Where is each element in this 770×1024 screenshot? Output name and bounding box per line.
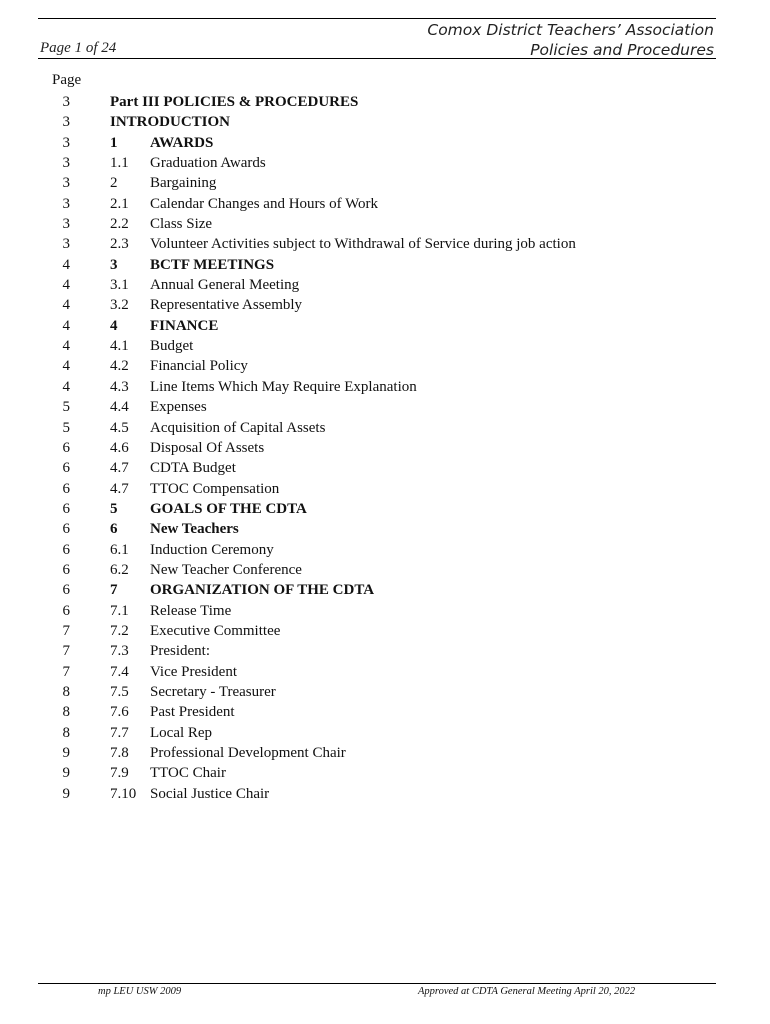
toc-entry[interactable] bbox=[0, 92, 770, 112]
toc-page-number: 6 bbox=[62, 561, 70, 578]
toc-page-number: 3 bbox=[62, 216, 70, 233]
toc-entry[interactable] bbox=[0, 316, 770, 336]
toc-section-number: 7.7 bbox=[110, 724, 129, 741]
toc-page-number: 4 bbox=[62, 297, 70, 314]
toc-section-title: Acquisition of Capital Assets bbox=[150, 419, 326, 436]
table-of-contents bbox=[0, 92, 770, 804]
page-indicator: Page 1 of 24 bbox=[40, 40, 117, 56]
toc-section-number: 4.4 bbox=[110, 399, 129, 416]
toc-section-title: Secretary - Treasurer bbox=[150, 683, 276, 700]
toc-page-number: 6 bbox=[62, 439, 70, 456]
toc-section-number: 4.7 bbox=[110, 460, 129, 477]
toc-section-title: AWARDS bbox=[150, 134, 214, 151]
toc-page-number: 6 bbox=[62, 521, 70, 538]
toc-entry[interactable] bbox=[0, 682, 770, 702]
toc-page-number: 4 bbox=[62, 358, 70, 375]
toc-section-title: FINANCE bbox=[150, 317, 219, 334]
toc-section-number: 7.4 bbox=[110, 663, 129, 680]
toc-section-number: 7.9 bbox=[110, 765, 129, 782]
toc-section-title: New Teachers bbox=[150, 521, 239, 538]
toc-entry[interactable] bbox=[0, 641, 770, 661]
toc-entry[interactable] bbox=[0, 702, 770, 722]
toc-entry[interactable] bbox=[0, 621, 770, 641]
toc-section-title: Annual General Meeting bbox=[150, 277, 300, 294]
toc-section-title: BCTF MEETINGS bbox=[150, 256, 275, 273]
org-name: Comox District Teachers’ Association bbox=[427, 21, 714, 39]
toc-section-title: Class Size bbox=[150, 216, 213, 233]
toc-section-number: 7.5 bbox=[110, 683, 129, 700]
toc-entry[interactable] bbox=[0, 356, 770, 376]
toc-section-title: Graduation Awards bbox=[150, 155, 266, 172]
toc-entry[interactable] bbox=[0, 418, 770, 438]
toc-page-number: 9 bbox=[62, 785, 70, 802]
toc-section-title: ORGANIZATION OF THE CDTA bbox=[150, 582, 375, 599]
toc-section-number: 2.1 bbox=[110, 195, 129, 212]
toc-section-number: 2 bbox=[110, 175, 118, 192]
toc-section-title: Budget bbox=[150, 338, 194, 355]
toc-section-title: Local Rep bbox=[150, 724, 213, 741]
toc-section-title: Financial Policy bbox=[150, 358, 248, 375]
toc-page-number: 7 bbox=[62, 643, 70, 660]
toc-entry[interactable] bbox=[0, 601, 770, 621]
toc-section-number: 7.3 bbox=[110, 643, 129, 660]
toc-page-number: 9 bbox=[62, 745, 70, 761]
toc-page-number: 8 bbox=[62, 724, 70, 741]
toc-page-number: 3 bbox=[62, 114, 70, 131]
toc-section-title: Volunteer Activities subject to Withdrawal of Service during job action bbox=[150, 236, 576, 253]
toc-entry[interactable] bbox=[0, 580, 770, 600]
toc-section-number: 3.1 bbox=[110, 277, 129, 294]
toc-entry[interactable] bbox=[0, 438, 770, 458]
toc-entry[interactable] bbox=[0, 112, 770, 132]
toc-section-number: 7.8 bbox=[110, 745, 129, 761]
toc-section-number: 5 bbox=[110, 500, 118, 517]
toc-page-number: 6 bbox=[62, 541, 70, 558]
toc-section-title: Release Time bbox=[150, 602, 232, 619]
toc-section-title: Bargaining bbox=[150, 175, 217, 192]
footer-rule bbox=[38, 983, 716, 984]
toc-page-number: 3 bbox=[62, 195, 70, 212]
toc-section-number: 3 bbox=[110, 256, 118, 273]
toc-section-title: INTRODUCTION bbox=[110, 114, 231, 131]
toc-entry[interactable] bbox=[0, 275, 770, 295]
toc-section-number: 2.2 bbox=[110, 216, 129, 233]
toc-entry[interactable] bbox=[0, 377, 770, 397]
toc-entry[interactable] bbox=[0, 397, 770, 417]
toc-section-title: Past President bbox=[150, 704, 235, 721]
toc-entry[interactable] bbox=[0, 499, 770, 519]
toc-section-title: Representative Assembly bbox=[150, 297, 303, 314]
toc-page-number: 6 bbox=[62, 480, 70, 497]
toc-entry[interactable] bbox=[0, 784, 770, 804]
toc-entry[interactable] bbox=[0, 540, 770, 560]
toc-entry[interactable] bbox=[0, 560, 770, 580]
toc-page-number: 5 bbox=[62, 399, 70, 416]
toc-section-number: 2.3 bbox=[110, 236, 129, 253]
toc-page-number: 4 bbox=[62, 338, 70, 355]
header-top-rule bbox=[38, 18, 716, 19]
toc-section-number: 4 bbox=[110, 317, 118, 334]
toc-section-number: 7.2 bbox=[110, 622, 129, 639]
toc-section-number: 4.3 bbox=[110, 378, 129, 395]
toc-entry[interactable] bbox=[0, 662, 770, 682]
toc-page-number: 7 bbox=[62, 663, 70, 680]
document-header bbox=[427, 20, 714, 60]
toc-section-number: 4.7 bbox=[110, 480, 129, 497]
toc-section-number: 3.2 bbox=[110, 297, 129, 314]
toc-page-number: 6 bbox=[62, 602, 70, 619]
toc-page-number: 8 bbox=[62, 683, 70, 700]
toc-page-number: 3 bbox=[62, 236, 70, 253]
toc-section-number: 6.2 bbox=[110, 561, 129, 578]
toc-page-number: 5 bbox=[62, 419, 70, 436]
toc-entry[interactable] bbox=[0, 295, 770, 315]
toc-section-number: 6 bbox=[110, 521, 118, 538]
toc-section-number: 7.1 bbox=[110, 602, 129, 619]
toc-page-number: 3 bbox=[62, 155, 70, 172]
toc-entry[interactable] bbox=[0, 336, 770, 356]
toc-section-title: GOALS OF THE CDTA bbox=[150, 500, 307, 517]
toc-section-title: Executive Committee bbox=[150, 622, 281, 639]
toc-page-number: 3 bbox=[62, 175, 70, 192]
toc-page-number: 4 bbox=[62, 317, 70, 334]
toc-page-number: 9 bbox=[62, 765, 70, 782]
toc-entry[interactable] bbox=[0, 255, 770, 275]
toc-section-title: CDTA Budget bbox=[150, 460, 236, 477]
toc-section-number: 7 bbox=[110, 582, 118, 599]
toc-entry[interactable] bbox=[0, 153, 770, 173]
toc-page-number: 4 bbox=[62, 277, 70, 294]
toc-section-number: 7.6 bbox=[110, 704, 129, 721]
toc-entry[interactable] bbox=[0, 133, 770, 153]
toc-section-title: President: bbox=[150, 643, 210, 660]
toc-section-number: 1 bbox=[110, 134, 118, 151]
toc-section-title: TTOC Compensation bbox=[150, 480, 280, 497]
toc-page-number: 4 bbox=[62, 378, 70, 395]
toc-page-number: 3 bbox=[62, 94, 70, 110]
toc-page-number: 4 bbox=[62, 256, 70, 273]
header-bottom-rule bbox=[38, 58, 716, 59]
toc-section-number: 7.10 bbox=[110, 785, 137, 802]
doc-title: Policies and Procedures bbox=[530, 41, 714, 59]
toc-section-title: Calendar Changes and Hours of Work bbox=[150, 195, 379, 212]
page-column-label: Page bbox=[52, 72, 82, 88]
footer-left: mp LEU USW 2009 bbox=[98, 986, 182, 997]
toc-section-title: Part III POLICIES & PROCEDURES bbox=[110, 94, 359, 110]
toc-page-number: 6 bbox=[62, 500, 70, 517]
toc-page-number: 3 bbox=[62, 134, 70, 151]
toc-entry[interactable] bbox=[0, 214, 770, 234]
toc-entry[interactable] bbox=[0, 519, 770, 539]
toc-section-title: Vice President bbox=[150, 663, 237, 680]
toc-section-number: 6.1 bbox=[110, 541, 129, 558]
toc-section-title: Social Justice Chair bbox=[150, 785, 270, 802]
toc-section-number: 4.1 bbox=[110, 338, 129, 355]
toc-section-title: Expenses bbox=[150, 399, 207, 416]
toc-section-number: 1.1 bbox=[110, 155, 129, 172]
toc-section-number: 4.6 bbox=[110, 439, 129, 456]
toc-entry[interactable] bbox=[0, 743, 770, 763]
toc-page-number: 8 bbox=[62, 704, 70, 721]
toc-section-title: Induction Ceremony bbox=[150, 541, 274, 558]
toc-section-title: New Teacher Conference bbox=[150, 561, 302, 578]
toc-page-number: 6 bbox=[62, 460, 70, 477]
toc-section-title: Disposal Of Assets bbox=[150, 439, 265, 456]
toc-entry[interactable] bbox=[0, 458, 770, 478]
toc-section-number: 4.2 bbox=[110, 358, 129, 375]
toc-entry[interactable] bbox=[0, 763, 770, 783]
toc-entry[interactable] bbox=[0, 479, 770, 499]
toc-section-title: Line Items Which May Require Explanation bbox=[150, 378, 417, 395]
toc-entry[interactable] bbox=[0, 173, 770, 193]
toc-entry[interactable] bbox=[0, 234, 770, 254]
toc-section-number: 4.5 bbox=[110, 419, 129, 436]
toc-page-number: 6 bbox=[62, 582, 70, 599]
toc-page-number: 7 bbox=[62, 622, 70, 639]
toc-entry[interactable] bbox=[0, 194, 770, 214]
footer-right: Approved at CDTA General Meeting April 20, 2022 bbox=[418, 986, 636, 997]
toc-section-title: TTOC Chair bbox=[150, 765, 226, 782]
toc-section-title: Professional Development Chair bbox=[150, 745, 346, 761]
toc-entry[interactable] bbox=[0, 723, 770, 743]
